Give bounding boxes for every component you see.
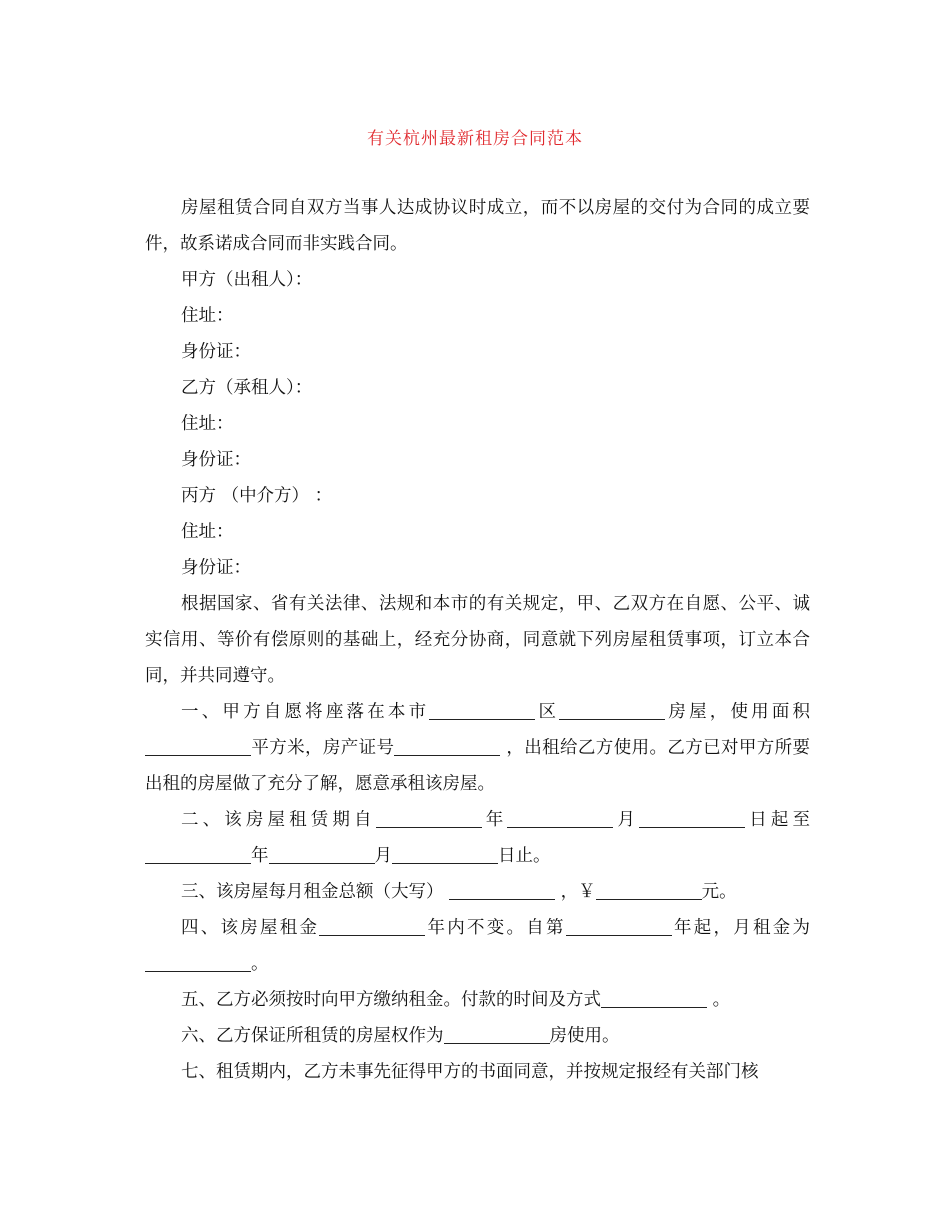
- clause-5-text: 。: [707, 990, 731, 1010]
- clause-6-text: 房使用。: [549, 1026, 620, 1046]
- clause-1-text: 区: [535, 702, 560, 722]
- clause-1: [145, 694, 810, 802]
- clause-6-text: 六、乙方保证所租赁的房屋权作为: [181, 1026, 444, 1046]
- party-c-address: 住址：: [181, 522, 234, 542]
- blank-rent-years: [319, 915, 425, 936]
- clause-1-text: 一、甲方自愿将座落在本市: [181, 702, 430, 722]
- blank-end-day: [392, 843, 498, 864]
- blank-area: [145, 735, 251, 756]
- party-a-address: 住址：: [181, 306, 234, 326]
- blank-certificate-number: [394, 735, 500, 756]
- preamble-paragraph: 根据国家、省有关法律、法规和本市的有关规定，甲、乙双方在自愿、公平、诚实信用、等价有偿原则的基础上，经充分协商，同意就下列房屋租赁事项，订立本合同，并共同遵守。: [145, 594, 810, 686]
- clause-3-text: ，￥: [555, 882, 596, 902]
- clause-4-text: 年内不变。自第: [425, 918, 566, 938]
- clause-2-text: 月: [613, 810, 640, 830]
- clause-1-text: 房屋，使用面积: [665, 702, 811, 722]
- party-c-label: 丙方 （中介方） ：: [181, 486, 333, 506]
- party-b-address: 住址：: [181, 414, 234, 434]
- clause-1-text: 平方米，房产证号: [251, 738, 395, 758]
- clause-5: [145, 982, 810, 1018]
- blank-location: [429, 699, 535, 720]
- blank-rent-words: [449, 879, 555, 900]
- blank-new-rent: [145, 951, 251, 972]
- clause-4-text: 四、该房屋租金: [181, 918, 320, 938]
- party-b-label: 乙方（承租人）：: [181, 378, 313, 398]
- party-a-label: 甲方（出租人）：: [181, 270, 313, 290]
- intro-paragraph: 房屋租赁合同自双方当事人达成协议时成立，而不以房屋的交付为合同的成立要件，故系诺成合同而非实践合同。: [145, 198, 810, 254]
- blank-usage: [444, 1023, 550, 1044]
- party-a-id: 身份证：: [181, 342, 251, 362]
- clause-2-text: 年: [481, 810, 508, 830]
- clause-2-text: 日起至: [745, 810, 810, 830]
- party-c-id: 身份证：: [181, 558, 251, 578]
- clause-2: [145, 802, 810, 874]
- clause-4-text: 。: [251, 954, 269, 974]
- clause-3: [145, 874, 810, 910]
- clause-3-text: 三、该房屋每月租金总额（大写）: [181, 882, 450, 902]
- clause-7: 七、租赁期内，乙方未事先征得甲方的书面同意，并按规定报经有关部门核: [181, 1062, 759, 1082]
- contract-body: [145, 190, 810, 1090]
- clause-6: [145, 1018, 810, 1054]
- blank-district: [559, 699, 665, 720]
- blank-rent-change-year: [566, 915, 672, 936]
- blank-end-year: [145, 843, 251, 864]
- blank-payment-method: [601, 987, 707, 1008]
- party-b-id: 身份证：: [181, 450, 251, 470]
- blank-start-year: [376, 807, 482, 828]
- clause-1-text: ，出租给乙方使用。乙方已对甲方所要出租的房屋做了充分了解，愿意承租该房屋。: [145, 738, 811, 794]
- clause-4: [145, 910, 810, 982]
- clause-5-text: 五、乙方必须按时向甲方缴纳租金。付款的时间及方式: [181, 990, 601, 1010]
- blank-start-day: [639, 807, 745, 828]
- blank-end-month: [269, 843, 375, 864]
- blank-start-month: [507, 807, 613, 828]
- clause-2-text: 月: [374, 846, 392, 866]
- clause-2-text: 年: [251, 846, 269, 866]
- blank-rent-amount: [596, 879, 702, 900]
- clause-3-text: 元。: [701, 882, 737, 902]
- clause-2-text: 二、该房屋租赁期自: [181, 810, 376, 830]
- document-title: 有关杭州最新租房合同范本: [367, 129, 583, 149]
- clause-2-text: 日止。: [498, 846, 551, 866]
- clause-4-text: 年起，月租金为: [671, 918, 810, 938]
